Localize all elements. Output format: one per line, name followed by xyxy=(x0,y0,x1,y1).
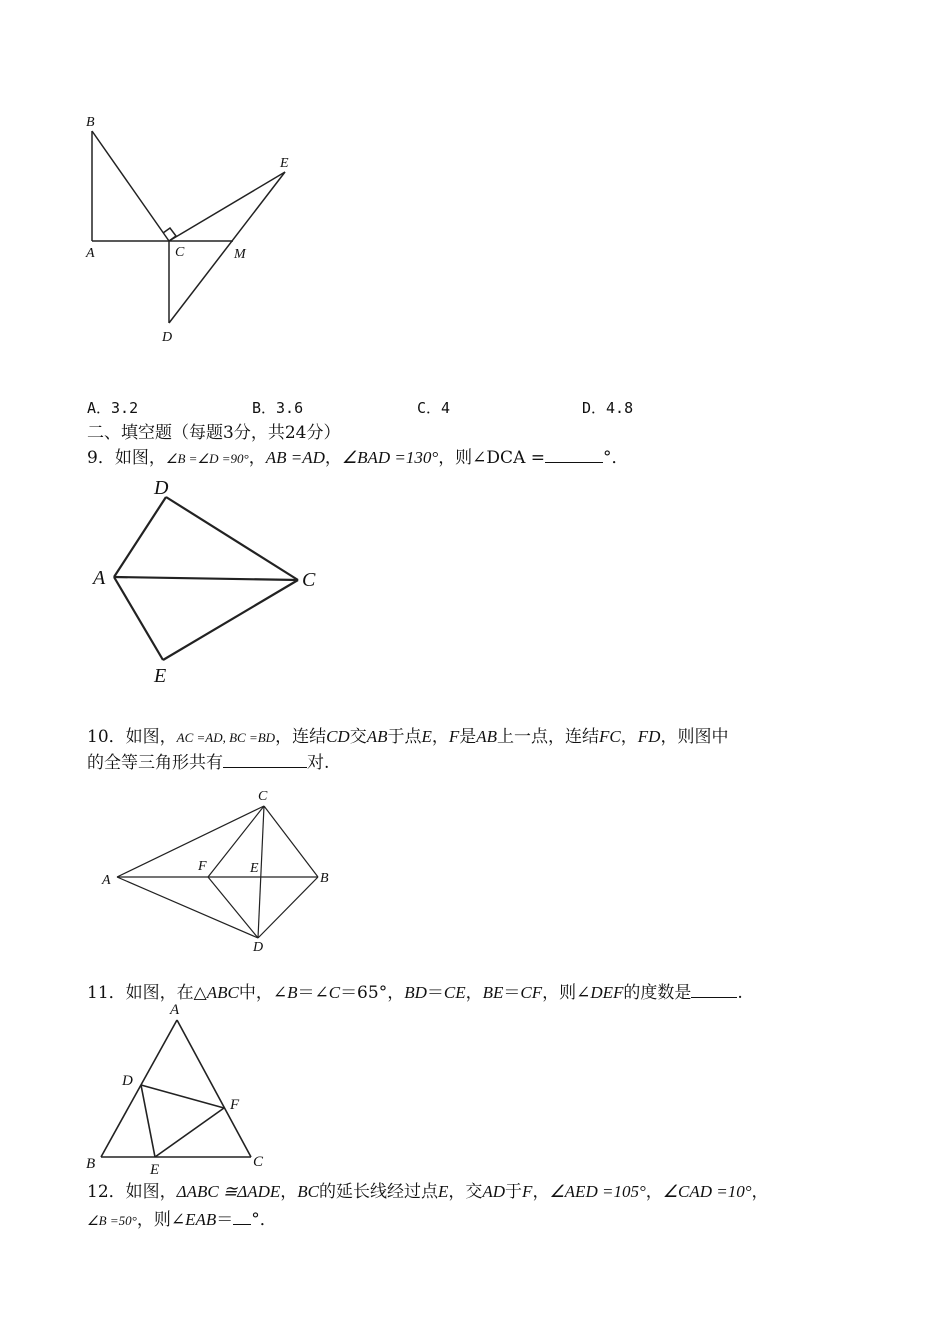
q11-t3: ＝65°， xyxy=(340,983,405,1003)
q10-t6: 上一点，连结 xyxy=(497,727,600,747)
q9-sep1: ， xyxy=(248,448,266,468)
q10-t3: 于点 xyxy=(387,727,422,747)
section-heading: 二、填空题（每题3分，共24分） xyxy=(87,423,341,443)
segment-df xyxy=(141,1085,224,1108)
q10-line2b: 对. xyxy=(307,753,330,773)
q10-t5: 是 xyxy=(459,727,477,747)
label-c: C xyxy=(258,789,268,804)
q12-e: E xyxy=(437,1182,449,1201)
q10-t2: 交 xyxy=(349,727,367,747)
label-e: E xyxy=(150,1162,160,1178)
q11-cf: CF xyxy=(520,983,543,1002)
q12-t7: ， xyxy=(751,1182,769,1202)
q10-t4: ， xyxy=(431,727,449,747)
segment-dc xyxy=(166,497,298,580)
q9-ask: ，则∠DCA = xyxy=(438,448,545,468)
question-10 xyxy=(87,725,728,750)
label-a: A xyxy=(93,567,106,589)
q11-abc: ABC xyxy=(206,983,239,1002)
q12-cong: ΔABC ≅ΔADE xyxy=(176,1182,281,1201)
q11-t9: . xyxy=(737,983,743,1003)
label-b: B xyxy=(320,871,329,886)
q11-bd: BD xyxy=(404,983,427,1002)
label-d: D xyxy=(253,940,264,955)
label-e: E xyxy=(250,861,259,876)
segment-cb xyxy=(264,806,318,877)
segment-ad xyxy=(117,877,258,938)
q12-answer-blank[interactable] xyxy=(233,1208,251,1225)
q12-bc: BC xyxy=(297,1182,319,1201)
question-10-line2 xyxy=(87,751,329,775)
q12-b50: ∠B =50° xyxy=(87,1213,137,1228)
q12-t10: °． xyxy=(251,1210,277,1230)
q10-ab: AB xyxy=(366,727,388,746)
q12-t6: ， xyxy=(645,1182,663,1202)
q10-answer-blank[interactable] xyxy=(223,751,307,768)
q10-e: E xyxy=(421,727,432,746)
label-e: E xyxy=(154,665,167,687)
q12-t5: ， xyxy=(532,1182,550,1202)
q11-c: C xyxy=(328,983,341,1002)
question-9 xyxy=(87,446,629,471)
q9-answer-blank[interactable] xyxy=(545,446,603,463)
label-b: B xyxy=(86,115,95,130)
segment-da xyxy=(114,497,166,577)
label-e: E xyxy=(280,156,289,171)
q11-t5: ， xyxy=(465,983,483,1003)
segment-ce xyxy=(169,172,285,241)
q12-t4: 于 xyxy=(505,1182,523,1202)
q10-t7: ， xyxy=(620,727,638,747)
q10-t8: ，则图中 xyxy=(660,727,729,747)
q11-t4: ＝ xyxy=(426,983,444,1003)
q12-t2: 的延长线经过点 xyxy=(318,1182,438,1202)
q11-answer-blank[interactable] xyxy=(691,981,737,998)
label-d: D xyxy=(154,477,169,499)
q10-f: F xyxy=(448,727,460,746)
segment-cd xyxy=(258,806,264,938)
q10-cd: CD xyxy=(326,727,350,746)
segment-bc xyxy=(92,131,169,241)
q12-t9: ＝ xyxy=(216,1210,234,1230)
q9-cond3: ∠BAD =130° xyxy=(341,448,439,467)
q12-f: F xyxy=(522,1182,533,1201)
q12-cad: ∠CAD =10° xyxy=(662,1182,752,1201)
figure-q9 xyxy=(85,470,335,690)
q10-t1: ，连结 xyxy=(275,727,327,747)
option-d: D．4.8 xyxy=(582,399,634,417)
q12-aed: ∠AED =105° xyxy=(549,1182,646,1201)
q11-b: B xyxy=(287,983,298,1002)
q11-def: DEF xyxy=(590,983,624,1002)
q11-be: BE xyxy=(482,983,504,1002)
q9-sep2: ， xyxy=(324,448,342,468)
q12-number: 12．如图， xyxy=(87,1182,177,1202)
label-c: C xyxy=(175,245,185,260)
q10-fd: FD xyxy=(637,727,661,746)
q10-fc: FC xyxy=(599,727,621,746)
label-b: B xyxy=(86,1156,96,1172)
segment-ef xyxy=(155,1108,224,1157)
q9-tail: °． xyxy=(603,448,629,468)
option-a: A．3.2 xyxy=(87,399,139,417)
q12-t1: ， xyxy=(280,1182,298,1202)
label-d: D xyxy=(122,1073,133,1089)
label-c: C xyxy=(253,1154,264,1170)
segment-ac xyxy=(114,577,298,580)
q9-cond2: AB =AD xyxy=(265,448,325,467)
segment-ac xyxy=(117,806,264,877)
q10-ab2: AB xyxy=(476,727,498,746)
figure-q8 xyxy=(80,110,310,350)
segment-fd xyxy=(208,877,258,938)
segment-ac xyxy=(177,1020,251,1157)
q11-number: 11．如图，在△ xyxy=(87,983,207,1003)
label-f: F xyxy=(230,1097,240,1113)
segment-ae xyxy=(114,577,163,660)
q11-ce: CE xyxy=(443,983,466,1002)
q11-t8: 的度数是 xyxy=(623,983,692,1003)
figure-q11 xyxy=(80,1000,280,1180)
label-d: D xyxy=(162,330,173,345)
label-f: F xyxy=(198,859,207,874)
q12-eab: EAB xyxy=(185,1210,217,1229)
segment-bd xyxy=(258,877,318,938)
segment-ed xyxy=(169,172,285,323)
segment-ab xyxy=(101,1020,177,1157)
label-a: A xyxy=(170,1002,180,1018)
q12-t8: ，则∠ xyxy=(136,1210,186,1230)
label-m: M xyxy=(234,247,246,262)
q11-t6: ＝ xyxy=(503,983,521,1003)
label-a: A xyxy=(102,873,111,888)
q9-cond1: ∠B =∠D =90° xyxy=(165,451,249,466)
figure-q10 xyxy=(95,785,345,955)
option-c: C．4 xyxy=(417,399,451,417)
q11-t7: ，则∠ xyxy=(542,983,591,1003)
option-b: B．3.6 xyxy=(252,399,304,417)
q10-line2a: 的全等三角形共有 xyxy=(87,753,223,773)
question-12-line2 xyxy=(87,1208,277,1233)
q9-number: 9．如图， xyxy=(87,448,166,468)
q10-number: 10．如图， xyxy=(87,727,177,747)
q12-t3: ，交 xyxy=(448,1182,483,1202)
q12-ad: AD xyxy=(482,1182,506,1201)
segment-ec xyxy=(163,580,298,660)
q11-t2: ＝∠ xyxy=(297,983,329,1003)
segment-de xyxy=(141,1085,155,1157)
label-a: A xyxy=(86,246,95,261)
question-12 xyxy=(87,1180,769,1204)
label-c: C xyxy=(302,569,316,591)
q11-t1: 中，∠ xyxy=(238,983,288,1003)
q10-cond1: AC =AD, BC =BD xyxy=(176,730,276,745)
